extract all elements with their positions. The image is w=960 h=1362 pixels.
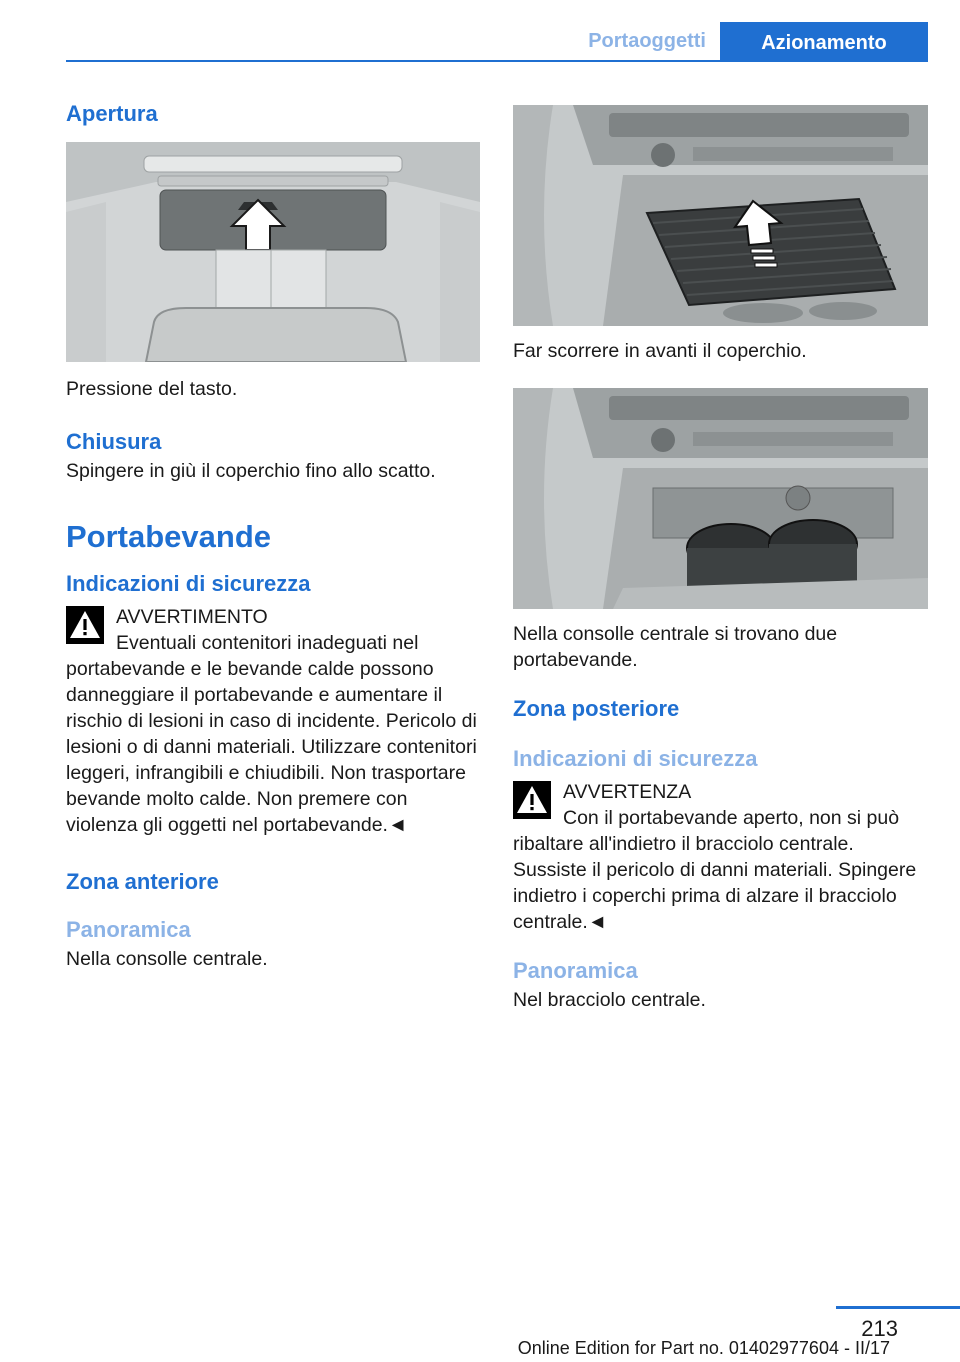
zona-anteriore-heading: Zona anteriore	[66, 869, 219, 894]
zona-posteriore-heading: Zona posteriore	[513, 696, 680, 721]
header-section-tab[interactable]: Portaoggetti	[588, 30, 706, 52]
left-column	[66, 100, 480, 972]
page-number: 213	[861, 1316, 898, 1341]
panoramica-heading-right: Panoramica	[513, 958, 638, 983]
warning-label-right: AVVERTENZA	[563, 781, 692, 803]
warning-triangle-icon	[513, 781, 551, 819]
warning-text-left: Eventuali contenitori inadeguati nel portabevande e le bevande calde possono danneggiare il portabevande e aumentare il rischio di lesioni in caso di incidente. Pericolo di lesioni o di danni materiali. Utilizzare contenitori leggeri, infrangibili e chiudibili. Non trasportare bevande molto calde. Non premere con violenza gli oggetti nel portabevande.◄	[66, 632, 477, 836]
panoramica-text-left: Nella consolle centrale.	[66, 948, 268, 970]
panoramica-heading-left: Panoramica	[66, 917, 191, 942]
edition-footer: Online Edition for Part no. 01402977604 - II/17	[517, 1338, 890, 1358]
fig1-caption: Far scorrere in avanti il coperchio.	[513, 340, 807, 362]
warning-label-left: AVVERTIMENTO	[116, 606, 268, 628]
fig2-caption: Nella consolle centrale si trovano due portabevande.	[513, 623, 838, 671]
chiusura-text: Spingere in giù il coperchio fino allo scatto.	[66, 460, 436, 482]
page-header	[66, 22, 928, 62]
sicurezza-heading-left: Indicazioni di sicurezza	[66, 571, 311, 596]
right-column	[513, 105, 928, 1013]
warning-text-right: Con il portabevande aperto, non si può ribaltare all'indietro il bracciolo centrale. Sussiste il pericolo di danni materiali. Spingere indietro i coperchi prima di alzare il bracciolo centrale.◄	[513, 807, 917, 933]
footer-rule	[836, 1306, 960, 1309]
apertura-heading: Apertura	[66, 101, 158, 126]
chiusura-heading: Chiusura	[66, 429, 162, 454]
header-chapter-tab[interactable]: Azionamento	[720, 22, 928, 62]
figure-sliding-cover	[513, 105, 928, 326]
portabevande-heading: Portabevande	[66, 519, 272, 554]
warning-triangle-icon	[66, 606, 104, 644]
figure-overhead-button	[66, 142, 480, 362]
figure-cupholders	[513, 388, 928, 609]
warning-block-right	[513, 779, 928, 935]
apertura-caption: Pressione del tasto.	[66, 378, 238, 400]
warning-block-left	[66, 604, 480, 838]
panoramica-text-right: Nel bracciolo centrale.	[513, 989, 706, 1011]
sicurezza-heading-right: Indicazioni di sicurezza	[513, 746, 758, 771]
